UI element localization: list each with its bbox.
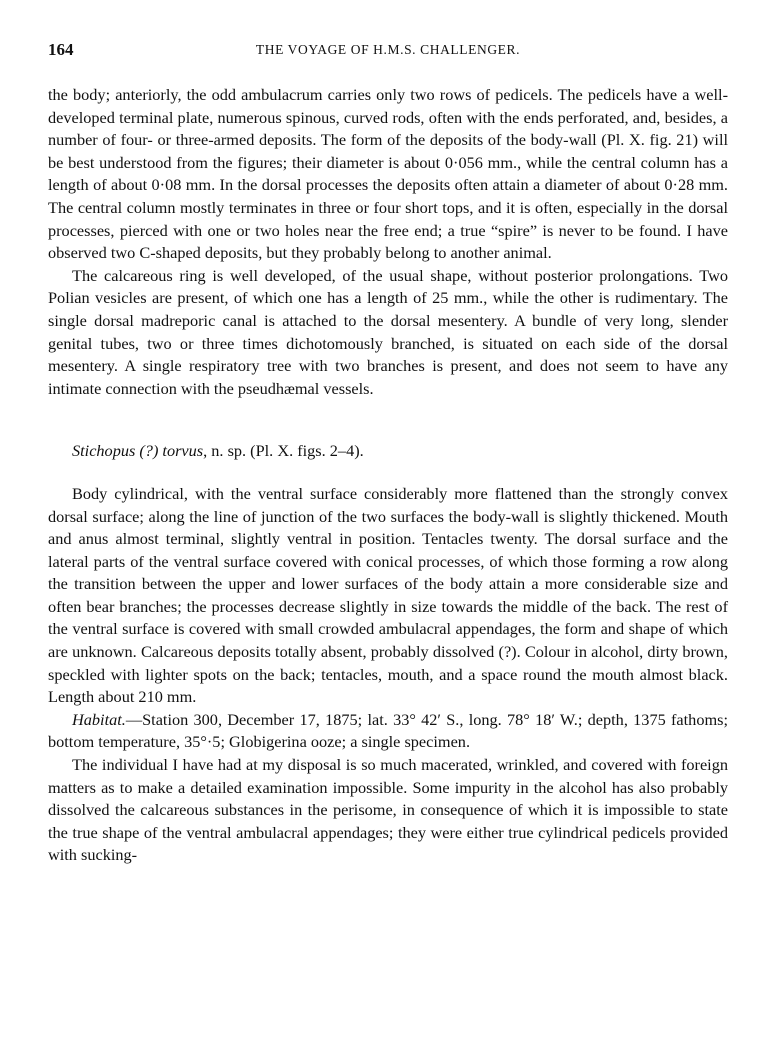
page-number: 164	[48, 40, 74, 59]
paragraph-body-deposits: the body; anteriorly, the odd ambulacrum carries only two rows of pedicels. The pedicels have a well-developed terminal plate, numerous spinous, curved rods, often with the ends perforated, and, besides, a number of four- or three-armed deposits. The form of the deposits of the body-wall (Pl. X. fig. 21) will be best understood from the figures; their diameter is about 0·056 mm., while the central column has a length of about 0·08 mm. In the dorsal processes the deposits often attain a diameter of about 0·28 mm. The central column mostly terminates in three or four short tops, and it is often, especially in the dorsal processes, pierced with one or two holes near the free end; a true “spire” is never to be found. I have observed two C-shaped deposits, but they probably belong to another animal.	[48, 85, 728, 263]
paragraph-habitat	[48, 709, 728, 754]
habitat-text: —Station 300, December 17, 1875; lat. 33° 42′ S., long. 78° 18′ W.; depth, 1375 fathoms; bottom temperature, 35°·5; Globigerina ooze; a single specimen.	[48, 709, 728, 752]
page-header	[48, 40, 728, 64]
running-title: THE VOYAGE OF H.M.S. CHALLENGER.	[255, 42, 521, 57]
paragraph-calcareous-ring: The calcareous ring is well developed, of the usual shape, without posterior prolongations. Two Polian vesicles are present, of which one has a length of 25 mm., while the other is rudimentary. The single dorsal madreporic canal is attached to the dorsal mesentery. A bundle of very long, slender genital tubes, two or three times dichotomously branched, is situated on each side of the dorsal mesentery. A single respiratory tree with two branches is present, and does not seem to have any intimate connection with the pseudhæmal vessels.	[48, 265, 728, 398]
paragraph-description: Body cylindrical, with the ventral surface considerably more flattened than the strongly convex dorsal surface; along the line of junction of the two surfaces the body-wall is slightly thickened. Mouth and anus almost terminal, slightly ventral in position. Tentacles twenty. The dorsal surface and the lateral parts of the ventral surface covered with conical processes, of which those forming a row along the transition between the upper and lower surfaces of the body attain a more considerable size and often bear branches; the processes decrease slightly in size towards the middle of the back. The rest of the ventral surface is covered with small crowded ambulacral appendages, the form and shape of which are unknown. Calcareous deposits totally absent, probably dissolved (?). Colour in alcohol, dirty brown, speckled with lighter spots on the back; tentacles, mouth, and a space round the mouth almost black. Length about 210 mm.	[48, 483, 728, 707]
species-heading	[72, 440, 728, 463]
paragraph-individual: The individual I have had at my disposal is so much macerated, wrinkled, and covered with foreign matters as to make a detailed examination impossible. Some impurity in the alcohol has also probably dissolved the calcareous substances in the perisome, in consequence of which it is impossible to state the true shape of the ventral ambulacral appendages; they were either true cylindrical pedicels provided with sucking-	[48, 755, 728, 865]
document-page	[48, 40, 728, 867]
species-name: Stichopus (?) torvus	[72, 441, 204, 461]
habitat-label: Habitat.	[72, 709, 126, 729]
species-heading-rest: , n. sp. (Pl. X. figs. 2–4).	[203, 441, 364, 461]
